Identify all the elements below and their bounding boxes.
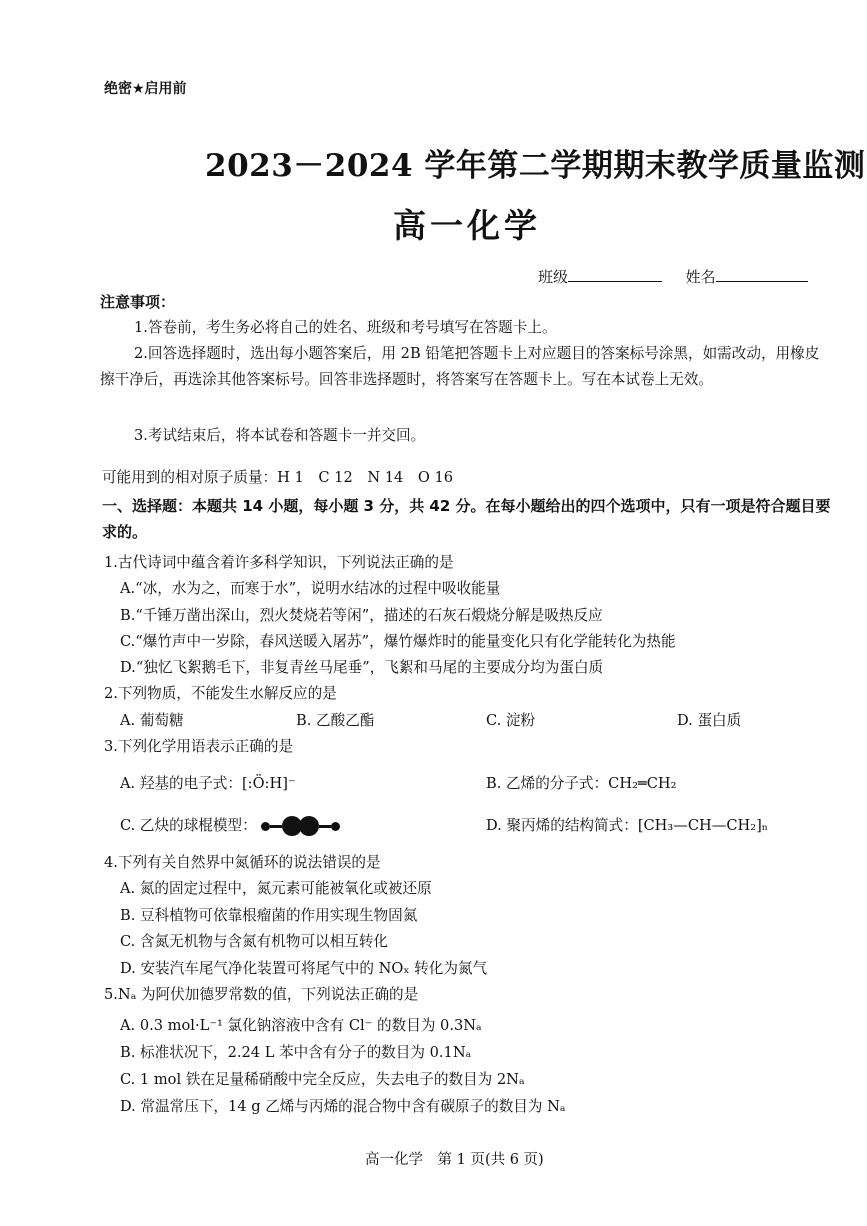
q1-option-a: A.“冰，水为之，而寒于水”，说明水结冰的过程中吸收能量 [120, 580, 501, 597]
q3-option-c [120, 814, 340, 836]
q4-option-c: C. 含氮无机物与含氮有机物可以相互转化 [120, 933, 389, 950]
q5-option-c: C. 1 mol 铁在足量稀硝酸中完全反应，失去电子的数目为 2Nₐ [120, 1071, 525, 1088]
section-1-heading: 一、选择题：本题共 14 小题，每小题 3 分，共 42 分。在每小题给出的四个选项中，只有一项是符合题目要求的。 [102, 497, 831, 541]
q4-option-d: D. 安装汽车尾气净化装置可将尾气中的 NOₓ 转化为氮气 [120, 960, 488, 977]
note-item-1: 1.答卷前，考生务必将自己的姓名、班级和考号填写在答题卡上。 [134, 319, 557, 336]
exam-title: 2023－2024 学年第二学期期末教学质量监测 [205, 148, 866, 184]
note-item-3: 3.考试结束后，将本试卷和答题卡一并交回。 [134, 427, 426, 444]
q5-option-b: B. 标准状况下，2.24 L 苯中含有分子的数目为 0.1Nₐ [120, 1044, 472, 1061]
q5-option-a: A. 0.3 mol·L⁻¹ 氯化钠溶液中含有 Cl⁻ 的数目为 0.3Nₐ [120, 1017, 482, 1034]
acetylene-ball-stick-model [261, 816, 340, 836]
q2-option-d: D. 蛋白质 [677, 712, 742, 729]
polypropylene-formula: [CH₃—CH—CH₂]ₙ [637, 817, 769, 834]
secret-label: 绝密★启用前 [104, 81, 187, 97]
hydrogen-ball-right [331, 822, 340, 831]
q1-option-b: B.“千锤万凿出深山，烈火焚烧若等闲”，描述的石灰石煅烧分解是吸热反应 [120, 607, 603, 624]
name-fields [538, 266, 808, 287]
q3-option-a-label: A. 羟基的电子式： [120, 775, 242, 792]
q3-option-a [120, 772, 296, 793]
class-blank [568, 267, 662, 282]
notes-heading: 注意事项： [100, 293, 176, 311]
q3-option-b [486, 772, 676, 793]
q2-option-c: C. 淀粉 [486, 712, 536, 729]
name-label: 姓名 [685, 268, 716, 286]
q4-option-a: A. 氮的固定过程中，氮元素可能被氧化或被还原 [120, 880, 432, 897]
class-label: 班级 [538, 268, 569, 286]
hydroxyl-electron-formula: [:Ö:H]⁻ [241, 775, 296, 792]
q3-option-b-label: B. 乙烯的分子式： [486, 775, 609, 792]
ethylene-formula: CH₂═CH₂ [608, 775, 677, 792]
note-item-2: 2.回答选择题时，选出每小题答案后，用 2B 铅笔把答题卡上对应题目的答案标号涂黑，如需改动，用橡皮擦干净后，再选涂其他答案标号。回答非选择题时，将答案写在答题卡上。写在本试卷上无效。 [100, 345, 820, 388]
q4-stem: 4.下列有关自然界中氮循环的说法错误的是 [104, 854, 381, 871]
q3-option-c-label: C. 乙炔的球棍模型： [120, 817, 257, 834]
q3-option-d-label: D. 聚丙烯的结构简式： [486, 817, 638, 834]
hydrogen-ball-left [261, 822, 270, 831]
q5-stem: 5.Nₐ 为阿伏加德罗常数的值，下列说法正确的是 [104, 986, 419, 1003]
bond-stick [319, 825, 331, 828]
q1-stem: 1.古代诗词中蕴含着许多科学知识，下列说法正确的是 [104, 554, 454, 571]
exam-subtitle: 高一化学 [393, 206, 541, 245]
bond-stick [270, 825, 282, 828]
q2-option-b: B. 乙酸乙酯 [296, 712, 375, 729]
q3-stem: 3.下列化学用语表示正确的是 [104, 738, 294, 755]
q3-option-d [486, 814, 768, 835]
q2-option-a: A. 葡萄糖 [120, 712, 184, 729]
name-blank [716, 267, 808, 282]
atomic-masses: 可能用到的相对原子质量：H 1 C 12 N 14 O 16 [102, 469, 454, 486]
q5-option-d: D. 常温常压下，14 g 乙烯与丙烯的混合物中含有碳原子的数目为 Nₐ [120, 1098, 566, 1115]
carbon-ball-2 [299, 816, 319, 836]
q4-option-b: B. 豆科植物可依靠根瘤菌的作用实现生物固氮 [120, 907, 418, 924]
page-footer: 高一化学 第 1 页(共 6 页) [365, 1152, 544, 1168]
q1-option-d: D.“独忆飞絮鹅毛下，非复青丝马尾垂”，飞絮和马尾的主要成分均为蛋白质 [120, 659, 604, 676]
q1-option-c: C.“爆竹声中一岁除，春风送暖入屠苏”，爆竹爆炸时的能量变化只有化学能转化为热能 [120, 633, 676, 650]
q2-stem: 2.下列物质，不能发生水解反应的是 [104, 685, 337, 702]
